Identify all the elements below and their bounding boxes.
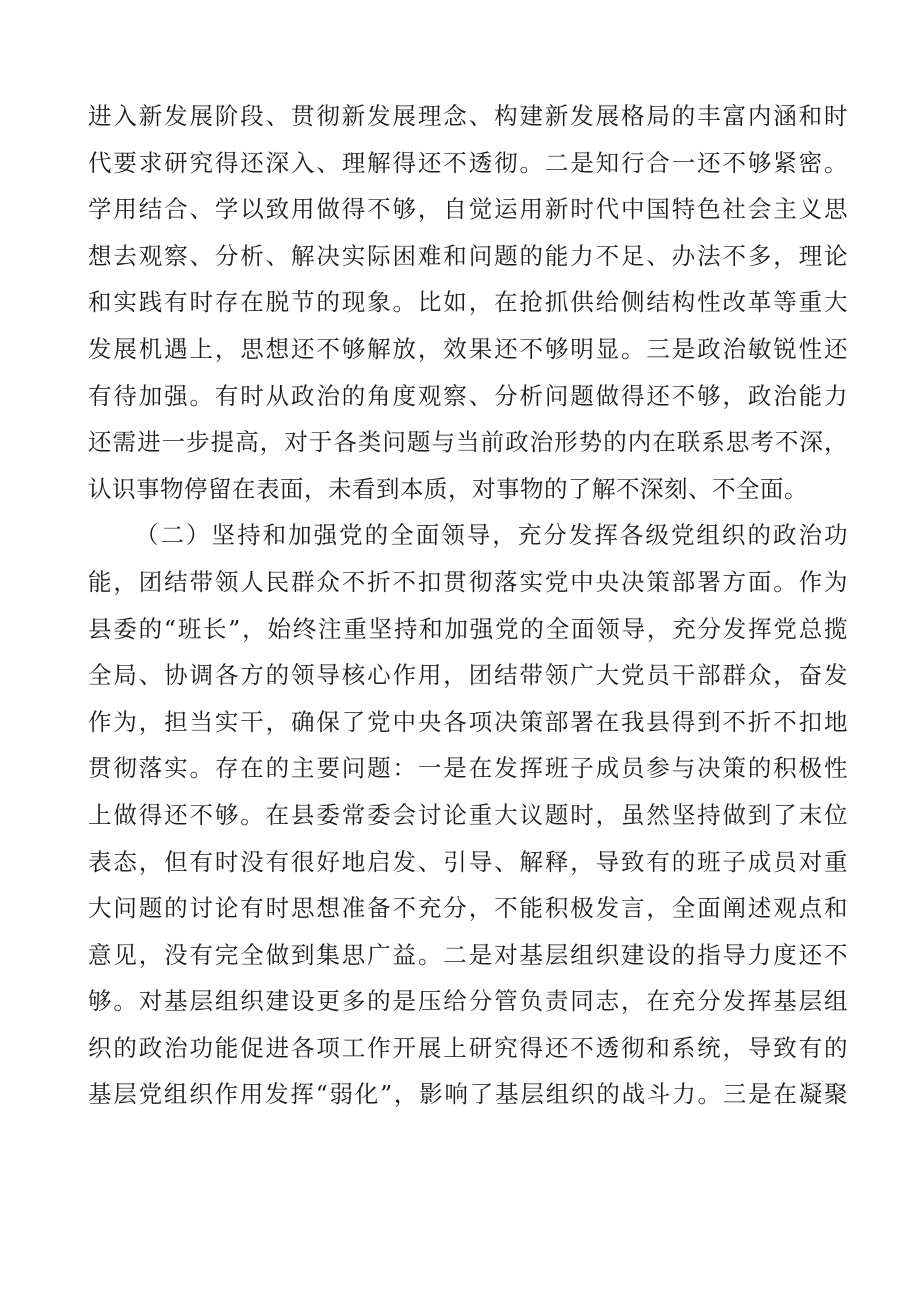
text-line: 基层党组织作用发挥“弱化”，影响了基层组织的战斗力。三是在凝聚 xyxy=(88,1080,848,1109)
text-line: 想去观察、分析、解决实际困难和问题的能力不足、办法不多，理论 xyxy=(88,241,848,270)
section-heading-line: （二）坚持和加强党的全面领导，充分发挥各级党组织的政治功 xyxy=(135,521,848,550)
text-line: 够。对基层组织建设更多的是压给分管负责同志，在充分发挥基层组 xyxy=(88,987,848,1016)
text-line: 有待加强。有时从政治的角度观察、分析问题做得还不够，政治能力 xyxy=(88,381,848,410)
body-text xyxy=(88,93,848,1118)
text-line: 上做得还不够。在县委常委会讨论重大议题时，虽然坚持做到了末位 xyxy=(88,800,848,829)
text-line: 代要求研究得还深入、理解得还不透彻。二是知行合一还不够紧密。 xyxy=(88,148,848,177)
paragraph-end-line: 认识事物停留在表面，未看到本质，对事物的了解不深刻、不全面。 xyxy=(88,474,808,503)
text-line: 能，团结带领人民群众不折不扣贯彻落实党中央决策部署方面。作为 xyxy=(88,567,848,596)
text-line: 县委的“班长”，始终注重坚持和加强党的全面领导，充分发挥党总揽 xyxy=(88,614,848,643)
text-line: 全局、协调各方的领导核心作用，团结带领广大党员干部群众，奋发 xyxy=(88,661,848,690)
text-line: 作为，担当实干，确保了党中央各项决策部署在我县得到不折不扣地 xyxy=(88,707,848,736)
text-line: 进入新发展阶段、贯彻新发展理念、构建新发展格局的丰富内涵和时 xyxy=(88,102,848,130)
text-line: 和实践有时存在脱节的现象。比如，在抢抓供给侧结构性改革等重大 xyxy=(88,288,848,317)
text-line: 贯彻落实。存在的主要问题：一是在发挥班子成员参与决策的积极性 xyxy=(88,754,848,783)
text-line: 还需进一步提高，对于各类问题与当前政治形势的内在联系思考不深， xyxy=(88,428,848,457)
text-line: 发展机遇上，思想还不够解放，效果还不够明显。三是政治敏锐性还 xyxy=(88,334,848,363)
text-line: 学用结合、学以致用做得不够，自觉运用新时代中国特色社会主义思 xyxy=(88,195,848,224)
text-line: 大问题的讨论有时思想准备不充分，不能积极发言，全面阐述观点和 xyxy=(88,894,848,923)
text-line: 意见，没有完全做到集思广益。二是对基层组织建设的指导力度还不 xyxy=(88,940,848,969)
text-line: 表态，但有时没有很好地启发、引导、解释，导致有的班子成员对重 xyxy=(88,847,848,876)
text-line: 织的政治功能促进各项工作开展上研究得还不透彻和系统，导致有的 xyxy=(88,1033,848,1062)
